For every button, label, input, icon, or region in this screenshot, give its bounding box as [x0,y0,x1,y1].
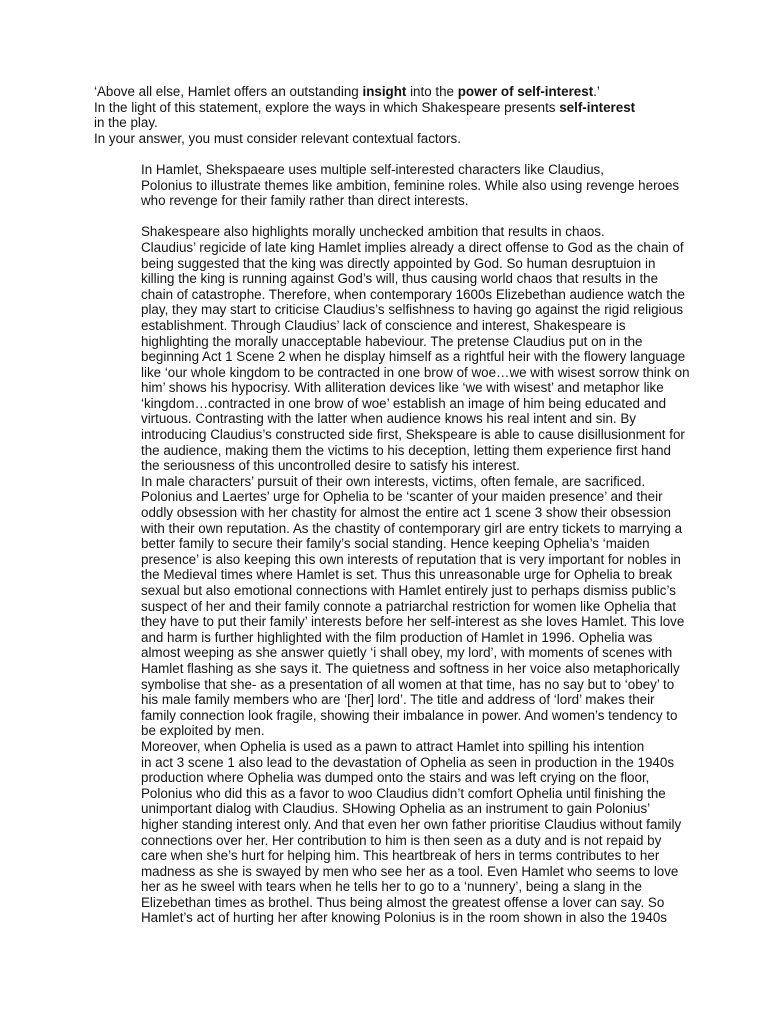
spacer [94,209,684,225]
prompt-text: .’ [593,84,600,99]
text-line: the audience, making them the victims to his deception, letting them experience first hand [141,442,671,458]
prompt-text: In the light of this statement, explore the ways in which Shakespeare presents [94,99,560,115]
text-line: play, they may start to criticise Claudius’s selfishness to having go against the rigid religious [141,302,684,318]
text-line: madness as she is swayed by men who see her as a tool. Even Hamlet who seems to love [141,863,679,879]
essay-paragraph-intro [94,162,684,209]
text-line: Polonius who did this as a favor to woo Claudius didn’t comfort Ophelia until finishing the [141,785,666,801]
text-line: with their own reputation. As the chastity of contemporary girl are entry tickets to marrying a [141,520,683,536]
spacer [94,146,684,162]
text-line: Polonius and Laertes’ urge for Ophelia to be ‘scanter of your maiden presence’ and their [141,489,663,505]
text-line: symbolise that she- as a presentation of all women at that time, has no say but to ‘obey’ to [141,676,675,692]
prompt-text: into the [406,84,458,99]
text-line: in act 3 scene 1 also lead to the devastation of Ophelia as seen in production in the 1940s [141,754,675,770]
prompt-question [94,100,684,116]
text-line: and harm is further highlighted with the film production of Hamlet in 1996. Ophelia was [141,629,653,645]
text-line: family connection look fragile, showing their imbalance in power. And women’s tendency to [141,707,678,723]
text-line: Moreover, when Ophelia is used as a pawn to attract Hamlet into spilling his intention [141,738,645,754]
text-line: her as he sweel with tears when he tells her to go to a ‘nunnery’, being a slang in the [141,879,642,895]
text-line: ‘kingdom…contracted in one brow of woe’ establish an image of him being educated and [141,395,667,411]
text-line: Hamlet flashing as she says it. The quietness and softness in her voice also metaphorically [141,660,680,676]
prompt-bold-power: power of self-interest [457,84,594,99]
prompt-bold-insight: insight [362,84,407,99]
text-line: higher standing interest only. And that even her own father prioritise Claudius without family [141,816,682,832]
text-line: the seriousness of this uncontrolled desire to satisfy his interest. [141,458,520,474]
prompt-quote [94,84,684,100]
essay-paragraph-claudius [94,224,690,474]
text-line: Hamlet’s act of hurting her after knowing Polonius is in the room shown in also the 1940s [141,910,667,926]
text-line: presence’ is also keeping this own interests of reputation that is very important for nobles in [141,551,681,567]
text-line: establishment. Through Claudius’ lack of conscience and interest, Shakespeare is [141,317,626,333]
text-line: introducing Claudius’s constructed side first, Shekspeare is able to cause disillusionment for [141,427,685,443]
prompt-instruction: In your answer, you must consider relevant contextual factors. [94,130,461,146]
text-line: who revenge for their family rather than direct interests. [141,193,469,209]
text-line: chain of catastrophe. Therefore, when contemporary 1600s Elizebethan audience watch the [141,286,685,302]
text-line: Elizebethan times as brothel. Thus being almost the greatest offense a lover can say. So [141,894,665,910]
prompt-question-end: in the play. [94,115,158,131]
text-line: Polonius to illustrate themes like ambition, feminine roles. While also using revenge heroes [141,177,680,193]
text-line: highlighting the morally unacceptable habeviour. The pretense Claudius put on in the [141,333,643,349]
text-line: killing the king is running against God’s will, thus causing world chaos that results in the [141,271,659,287]
text-line: suspect of her and their family connote a patriarchal restriction for women like Ophelia that [141,598,677,614]
text-line: connections over her. Her contribution to him is then seen as a duty and is not repaid by [141,832,662,848]
text-line: Shakespeare also highlights morally unchecked ambition that results in chaos. [141,224,605,240]
text-line: being suggested that the king was directly appointed by God. So human desruptuion in [141,255,656,271]
text-line: care when she’s hurt for helping him. This heartbreak of hers in terms contributes to her [141,848,660,864]
prompt-text: ‘Above all else, Hamlet offers an outstanding [94,84,363,99]
essay-paragraph-ophelia-pawn [94,739,684,926]
text-line: almost weeping as she answer quietly ‘i shall obey, my lord’, with moments of scenes with [141,645,673,661]
text-line: him’ shows his hypocrisy. With alliteration devices like ‘we with wisest’ and metaphor like [141,380,664,396]
text-line: be exploited by men. [141,723,265,739]
text-line: sexual but also emotional connections with Hamlet entirely just to perhaps dismiss public’s [141,583,676,598]
essay-paragraph-ophelia-victim [94,474,684,739]
text-line: his male family members who are ‘[her] lord’. The title and address of ‘lord’ makes their [141,692,655,708]
essay-prompt [94,84,684,146]
text-line: they have to put their family’ interests before her self-interest as she loves Hamlet. This love [141,614,685,630]
text-line: unimportant dialog with Claudius. SHowing Ophelia as an instrument to gain Polonius’ [141,801,651,817]
text-line: better family to secure their family’s social standing. Hence keeping Ophelia’s ‘maiden [141,536,650,552]
text-line: virtuous. Contrasting with the latter when audience knows his real intent and sin. By [141,411,636,427]
text-line: In Hamlet, Shekspaeare uses multiple self-interested characters like Claudius, [141,161,604,177]
essay-page [94,84,690,926]
prompt-bold-self-interest: self-interest [559,99,636,115]
text-line: oddly obsession with her chastity for almost the entire act 1 scene 3 show their obsession [141,505,671,521]
text-line: the Medieval times where Hamlet is set. Thus this unreasonable urge for Ophelia to break [141,567,673,583]
text-line: In male characters’ pursuit of their own interests, victims, often female, are sacrificed. [141,473,646,489]
text-line: Claudius’ regicide of late king Hamlet implies already a direct offense to God as the chain of [141,239,684,255]
text-line: production where Ophelia was dumped onto the stairs and was left crying on the floor, [141,770,650,786]
text-line: beginning Act 1 Scene 2 when he display himself as a rightful heir with the flowery language [141,349,686,365]
text-line: like ‘our whole kingdom to be contracted in one brow of woe…we with wisest sorrow think on [141,364,690,380]
